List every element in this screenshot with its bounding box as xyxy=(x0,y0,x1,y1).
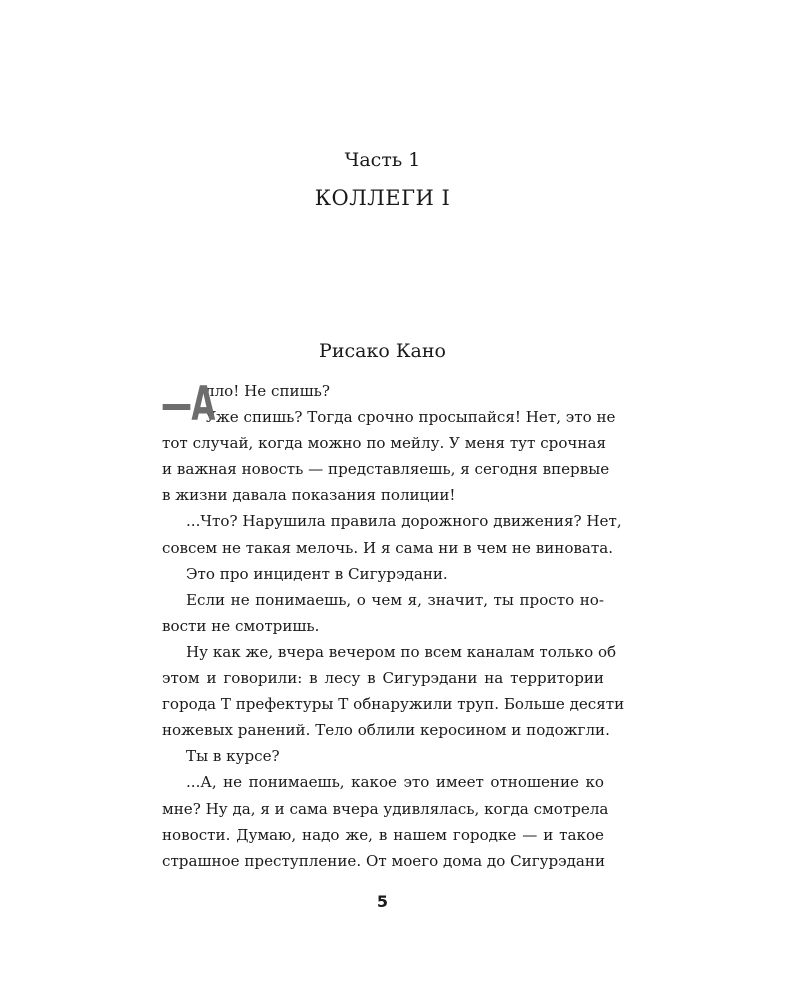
text-line: тот случай, когда можно по мейлу. У меня тут срочная xyxy=(162,434,606,453)
chapter-title: Рисако Кано xyxy=(319,340,446,362)
text-line: в жизни давала показания полиции! xyxy=(162,486,456,505)
page-number: 5 xyxy=(376,892,389,911)
text-line: новости. Думаю, надо же, в нашем городке — и такое xyxy=(162,825,604,844)
part-title: КОЛЛЕГИ I xyxy=(314,186,451,210)
body-text xyxy=(161,377,625,874)
part-label: Часть 1 xyxy=(344,149,421,171)
text-line: города Т префектуры Т обнаружили труп. Больше десяти xyxy=(162,695,625,714)
text-line: ножевых ранений. Тело облили керосином и подожгли. xyxy=(162,721,610,740)
text-line: этом и говорили: в лесу в Сигурэдани на территории xyxy=(162,669,604,688)
text-line: и важная новость — представляешь, я сегодня впервые xyxy=(162,460,610,479)
text-line: Уже спишь? Тогда срочно просыпайся! Нет, это не xyxy=(205,408,616,427)
text-line: страшное преступление. От моего дома до Сигурэдани xyxy=(162,851,606,870)
text-line: совсем не такая мелочь. И я сама ни в чем не виновата. xyxy=(162,538,614,557)
text-line: мне? Ну да, я и сама вчера удивлялась, когда смотрела xyxy=(162,799,609,818)
text-line: Ну как же, вчера вечером по всем каналам только об xyxy=(186,642,617,661)
text-line: вости не смотришь. xyxy=(162,616,320,635)
text-line: ...Что? Нарушила правила дорожного движения? Нет, xyxy=(186,512,622,531)
drop-cap: —А xyxy=(161,377,215,432)
text-line: Ты в курсе? xyxy=(186,747,280,766)
text-line: Если не понимаешь, о чем я, значит, ты просто но- xyxy=(186,590,604,609)
text-line: ...А, не понимаешь, какое это имеет отношение ко xyxy=(186,773,604,792)
text-line: Это про инцидент в Сигурэдани. xyxy=(186,564,448,583)
text-line: лло! Не спишь? xyxy=(205,382,330,400)
